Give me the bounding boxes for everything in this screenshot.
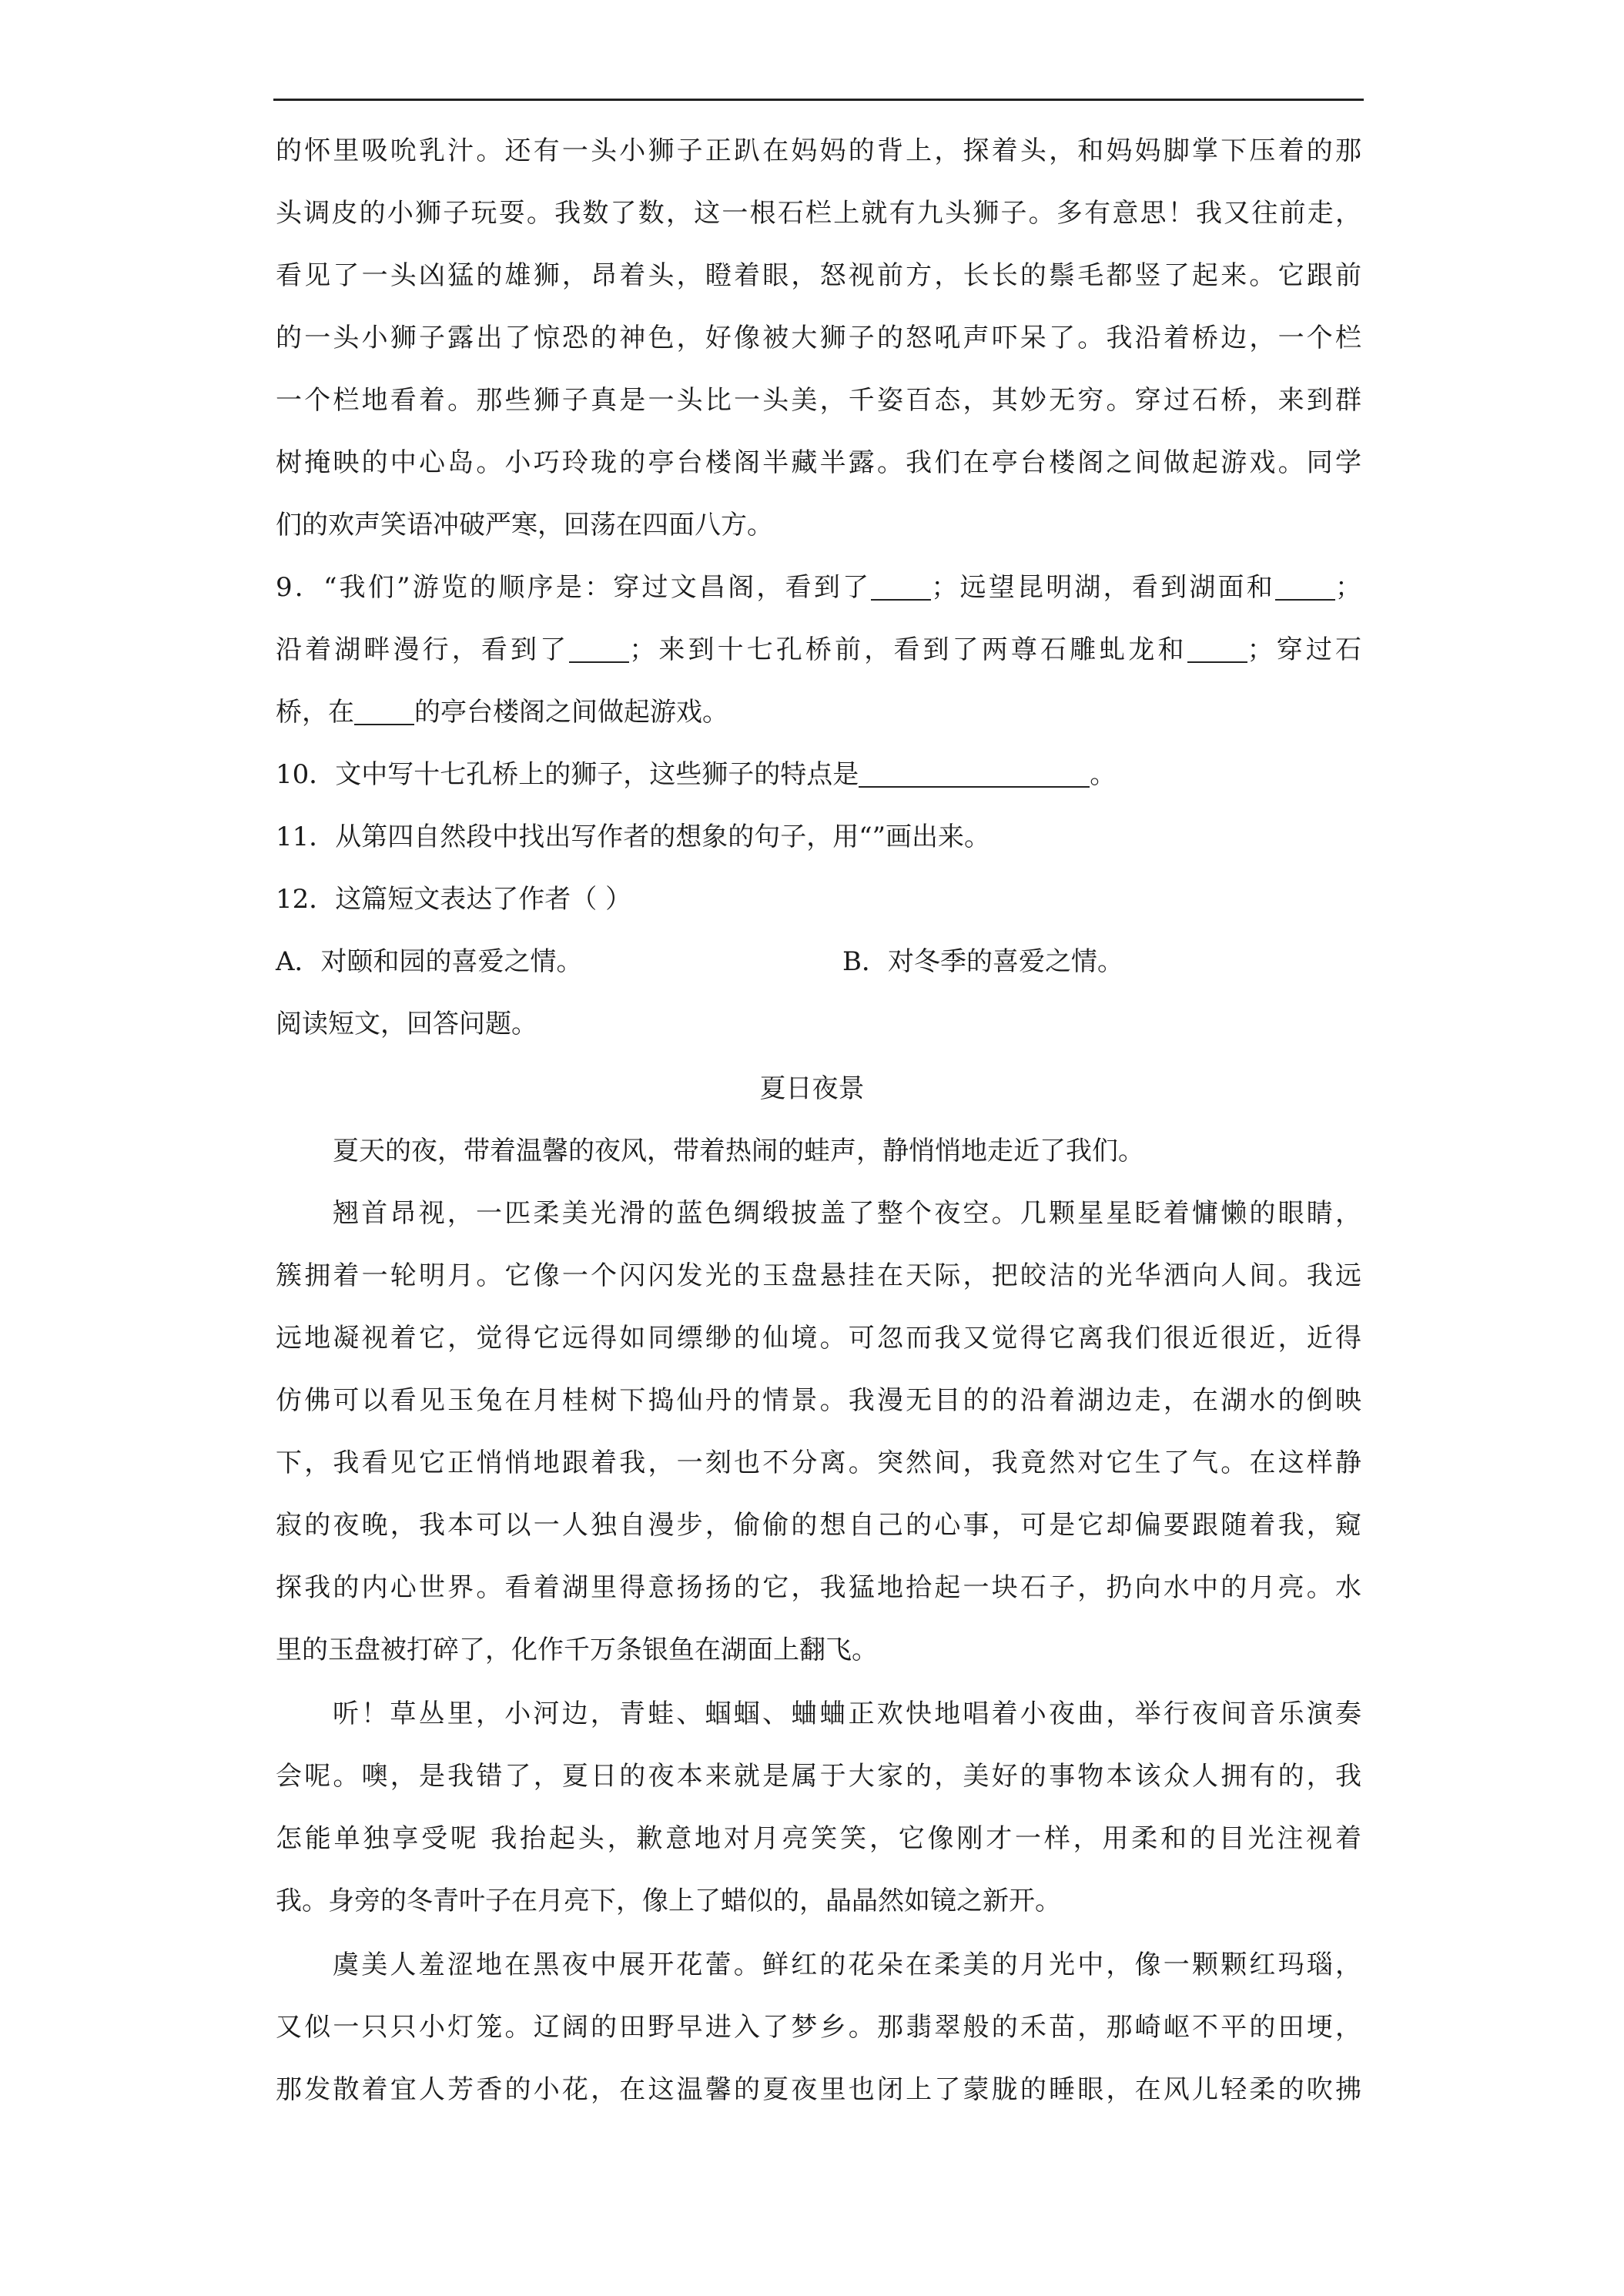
q10-text: 。 xyxy=(1090,759,1117,790)
question-9-line-3 xyxy=(276,695,1361,729)
passage-a-line: 的怀里吸吮乳汁。还有一头小狮子正趴在妈妈的背上，探着头，和妈妈脚掌下压着的那 xyxy=(276,136,1361,166)
passage-a-line: 看见了一头凶猛的雄狮，昂着头，瞪着眼，怒视前方，长长的鬃毛都竖了起来。它跟前 xyxy=(276,260,1361,291)
passage-b-p2-line: 簇拥着一轮明月。它像一个闪闪发光的玉盘悬挂在天际，把皎洁的光华洒向人间。我远 xyxy=(276,1260,1361,1291)
passage-b-p3-line: 会呢。噢，是我错了，夏日的夜本来就是属于大家的，美好的事物本该众人拥有的，我 xyxy=(276,1761,1361,1792)
passage-a-line: 树掩映的中心岛。小巧玲珑的亭台楼阁半藏半露。我们在亭台楼阁之间做起游戏。同学 xyxy=(276,447,1361,478)
passage-a-line: 一个栏地看着。那些狮子真是一头比一头美，千姿百态，其妙无穷。穿过石桥，来到群 xyxy=(276,385,1361,416)
question-12-options xyxy=(276,945,1361,979)
question-10 xyxy=(276,758,1361,792)
passage-b-p2-line: 里的玉盘被打碎了，化作千万条银鱼在湖面上翻飞。 xyxy=(276,1635,878,1665)
header-rule xyxy=(273,99,1364,101)
q9-text: 沿着湖畔漫行，看到了 xyxy=(276,634,570,665)
passage-b-p2-line: 仿佛可以看见玉兔在月桂树下捣仙丹的情景。我漫无目的的沿着湖边走，在湖水的倒映 xyxy=(276,1385,1361,1416)
reading-instruction: 阅读短文，回答问题。 xyxy=(276,1009,537,1039)
question-9-line-2 xyxy=(276,633,1361,667)
passage-b-p4-line: 那发散着宜人芳香的小花，在这温馨的夏夜里也闭上了蒙胧的睡眼，在风儿轻柔的吹拂 xyxy=(276,2074,1361,2105)
q9-text: 9．“我们”游览的顺序是：穿过文昌阁，看到了 xyxy=(276,572,872,603)
q9-text: 桥，在 xyxy=(276,697,354,728)
q9-text: 的亭台楼阁之间做起游戏。 xyxy=(414,697,728,728)
answer-blank[interactable] xyxy=(569,638,629,663)
passage-a-line: 的一头小狮子露出了惊恐的神色，好像被大狮子的怒吼声吓呆了。我沿着桥边，一个栏 xyxy=(276,323,1361,353)
option-b[interactable]: B．对冬季的喜爱之情。 xyxy=(842,946,1123,977)
passage-b-p4-line: 虞美人羞涩地在黑夜中展开花蕾。鲜红的花朵在柔美的月光中，像一颗颗红玛瑙， xyxy=(333,1950,1361,1980)
passage-b-p3-line: 怎能单独享受呢 我抬起头，歉意地对月亮笑笑，它像刚才一样，用柔和的目光注视着 xyxy=(276,1823,1361,1854)
passage-b-p2-line: 远地凝视着它，觉得它远得如同缥缈的仙境。可忽而我又觉得它离我们很近很近，近得 xyxy=(276,1323,1361,1354)
q9-text: ； xyxy=(1335,572,1361,603)
answer-blank[interactable] xyxy=(354,701,414,725)
passage-b-p4-line: 又似一只只小灯笼。辽阔的田野早进入了梦乡。那翡翠般的禾苗，那崎岖不平的田埂， xyxy=(276,2012,1361,2043)
passage-a-line: 头调皮的小狮子玩耍。我数了数，这一根石栏上就有九头狮子。多有意思！我又往前走， xyxy=(276,198,1361,229)
passage-a-line: 们的欢声笑语冲破严寒，回荡在四面八方。 xyxy=(276,510,773,541)
passage-b-p2-line: 下，我看见它正悄悄地跟着我，一刻也不分离。突然间，我竟然对它生了气。在这样静 xyxy=(276,1448,1361,1478)
passage-b-p3-line: 我。身旁的冬青叶子在月亮下，像上了蜡似的，晶晶然如镜之新开。 xyxy=(276,1886,1061,1916)
answer-blank[interactable] xyxy=(1275,576,1335,601)
answer-blank[interactable] xyxy=(1187,638,1247,663)
answer-blank[interactable] xyxy=(859,763,1090,788)
passage-title: 夏日夜景 xyxy=(759,1073,865,1104)
question-11: 11．从第四自然段中找出写作者的想象的句子，用“”画出来。 xyxy=(276,822,991,852)
passage-b-p2-line: 探我的内心世界。看着湖里得意扬扬的它，我猛地拾起一块石子，扔向水中的月亮。水 xyxy=(276,1572,1361,1603)
q9-text: ；来到十七孔桥前，看到了两尊石雕虬龙和 xyxy=(629,634,1187,665)
q9-text: ；穿过石 xyxy=(1247,634,1361,665)
question-9-line-1 xyxy=(276,571,1361,604)
question-12-stem: 12．这篇短文表达了作者（ ） xyxy=(276,884,632,915)
answer-blank[interactable] xyxy=(871,576,931,601)
passage-b-p3-line: 听！草丛里，小河边，青蛙、蝈蝈、蛐蛐正欢快地唱着小夜曲，举行夜间音乐演奏 xyxy=(333,1699,1361,1729)
passage-b-p2-line: 寂的夜晚，我本可以一人独自漫步，偷偷的想自己的心事，可是它却偏要跟随着我，窥 xyxy=(276,1510,1361,1541)
option-a[interactable]: A．对颐和园的喜爱之情。 xyxy=(276,946,583,977)
passage-b-p2-line: 翘首昂视，一匹柔美光滑的蓝色绸缎披盖了整个夜空。几颗星星眨着慵懒的眼睛， xyxy=(333,1198,1361,1229)
q10-text: 10．文中写十七孔桥上的狮子，这些狮子的特点是 xyxy=(276,759,859,790)
passage-b-p1: 夏天的夜，带着温馨的夜风，带着热闹的蛙声，静悄悄地走近了我们。 xyxy=(333,1136,1144,1166)
q9-text: ；远望昆明湖，看到湖面和 xyxy=(931,572,1275,603)
